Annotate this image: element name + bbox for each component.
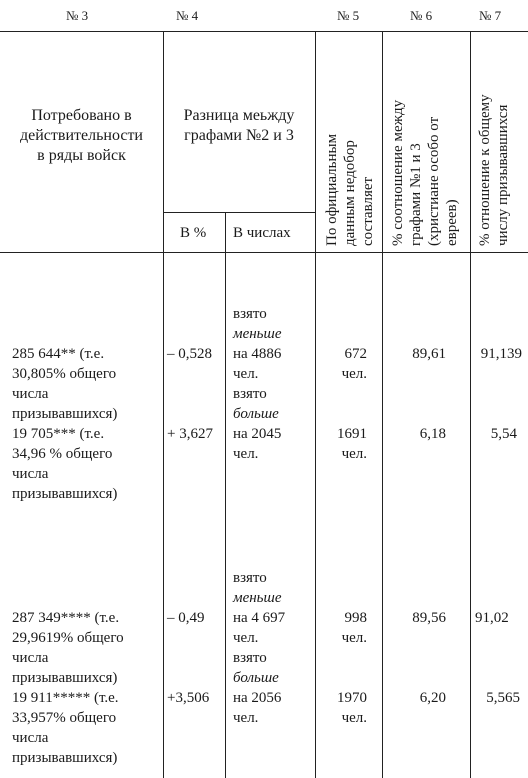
g1r2-required-line: числа	[12, 466, 49, 482]
g2r1-diff-num-emph: меньше	[233, 590, 282, 606]
header-col7-line: % отношение к общему	[477, 94, 493, 246]
g1r1-diff-num: чел.	[233, 366, 259, 382]
g2r1-required-line: числа	[12, 650, 49, 666]
header-col3-line: Потребовано в	[31, 107, 132, 124]
col-divider-4a-4b	[225, 212, 226, 778]
g2r2-required-line: 33,957% общего	[12, 710, 117, 726]
g1r1-shortfall: 672	[344, 346, 367, 362]
g2r1-shortfall: 998	[344, 610, 367, 626]
g1r1-diff-num	[233, 324, 281, 344]
g1r2-ratio: 6,18	[419, 426, 446, 442]
col-number-3: № 3	[66, 8, 89, 23]
g2r2-diff-percent: +3,506	[167, 690, 210, 706]
g2r2-diff-num: чел.	[233, 710, 259, 726]
g1r2-diff-num-emph: больше	[233, 406, 279, 422]
col-number-6: № 6	[410, 8, 433, 23]
header-col5	[323, 134, 377, 246]
col-divider-6-7	[470, 31, 471, 778]
col-number-7: № 7	[479, 8, 502, 23]
g2r1-required-line: 287 349**** (т.е.	[12, 610, 120, 626]
g2r2-required-line: 19 911***** (т.е.	[12, 690, 119, 706]
col-divider-4-5	[315, 31, 316, 778]
g1r1-diff-num: на 4886	[233, 346, 282, 362]
g2r2-diff-num-emph: больше	[233, 670, 279, 686]
header-bottom-rule	[0, 252, 528, 253]
g1r1-required-line: 30,805% общего	[12, 366, 117, 382]
g2r2-shortfall: чел.	[341, 710, 367, 726]
header-col6-line: графами №1 и 3	[408, 143, 424, 246]
col-number-4: № 4	[176, 8, 199, 23]
g2r1-diff-num	[233, 588, 281, 608]
g2r1-diff-num: на 4 697	[233, 610, 286, 626]
g1r1-diff-num: взято	[233, 306, 267, 322]
header-col3-line: действительности	[19, 127, 143, 144]
header-col5-line: составляет	[360, 176, 376, 246]
g1r2-required-line: призывавшихся)	[12, 486, 118, 502]
header-col3	[0, 106, 163, 166]
col-divider-5-6	[382, 31, 383, 778]
g1r1-diff-percent: – 0,528	[167, 346, 212, 362]
g2r1-diff-num: чел.	[233, 630, 259, 646]
header-col5-line: По официальным	[324, 133, 340, 246]
header-col4-line: графами №2 и 3	[184, 127, 294, 144]
header-col6-line: % соотношение между	[390, 99, 406, 246]
g1r2-required-line: 19 705*** (т.е.	[12, 426, 105, 442]
g1r2-share: 5,54	[490, 426, 517, 442]
g1r1-shortfall: чел.	[341, 366, 367, 382]
subheader-numbers: В числах	[233, 225, 291, 241]
subheader-percent: В %	[180, 225, 207, 241]
g2r2-diff-num: на 2056	[233, 690, 282, 706]
g2r1-diff-num: взято	[233, 570, 267, 586]
header-col6-line: евреев)	[444, 199, 460, 246]
g1r1-required-line: 285 644** (т.е.	[12, 346, 105, 362]
g2r1-ratio: 89,56	[412, 610, 446, 626]
g1r2-diff-num: на 2045	[233, 426, 282, 442]
g1r1-share: 91,139	[480, 346, 522, 362]
g1r1-required-line: числа	[12, 386, 49, 402]
g2r1-shortfall: чел.	[341, 630, 367, 646]
header-col4	[163, 106, 315, 146]
header-col6	[389, 100, 461, 246]
g1r2-diff-percent: + 3,627	[167, 426, 213, 442]
g2r2-required-line: числа	[12, 730, 49, 746]
header-col4-line: Разница меьжду	[183, 107, 295, 124]
header-top-rule	[0, 31, 528, 32]
g2r2-shortfall: 1970	[337, 690, 367, 706]
g1r2-diff-num	[233, 404, 279, 424]
header-col5-line: данным недобор	[342, 140, 358, 246]
col-number-5: № 5	[337, 8, 360, 23]
g2r2-required-line: призывавшихся)	[12, 750, 118, 766]
g1r2-diff-num: взято	[233, 386, 267, 402]
g2r2-ratio: 6,20	[419, 690, 446, 706]
g2r1-share: 91,02	[475, 610, 509, 626]
subheader-rule	[163, 212, 315, 213]
g2r2-diff-num: взято	[233, 650, 267, 666]
g2r1-required-line: 29,9619% общего	[12, 630, 124, 646]
g2r1-diff-percent: – 0,49	[167, 610, 205, 626]
header-col7	[476, 94, 512, 246]
g1r2-shortfall: 1691	[337, 426, 367, 442]
g1r2-diff-num: чел.	[233, 446, 259, 462]
header-col7-line: числу призывавшихся	[495, 104, 511, 246]
g1r1-ratio: 89,61	[412, 346, 446, 362]
g2r2-diff-num	[233, 668, 279, 688]
g1r2-required-line: 34,96 % общего	[12, 446, 113, 462]
g1r1-required-line: призывавшихся)	[12, 406, 118, 422]
header-col3-line: в ряды войск	[37, 147, 126, 164]
g2r1-required-line: призывавшихся)	[12, 670, 118, 686]
g2r2-share: 5,565	[486, 690, 520, 706]
g1r1-diff-num-emph: меньше	[233, 326, 282, 342]
header-col6-line: (христиане особо от	[426, 116, 442, 246]
g1r2-shortfall: чел.	[341, 446, 367, 462]
